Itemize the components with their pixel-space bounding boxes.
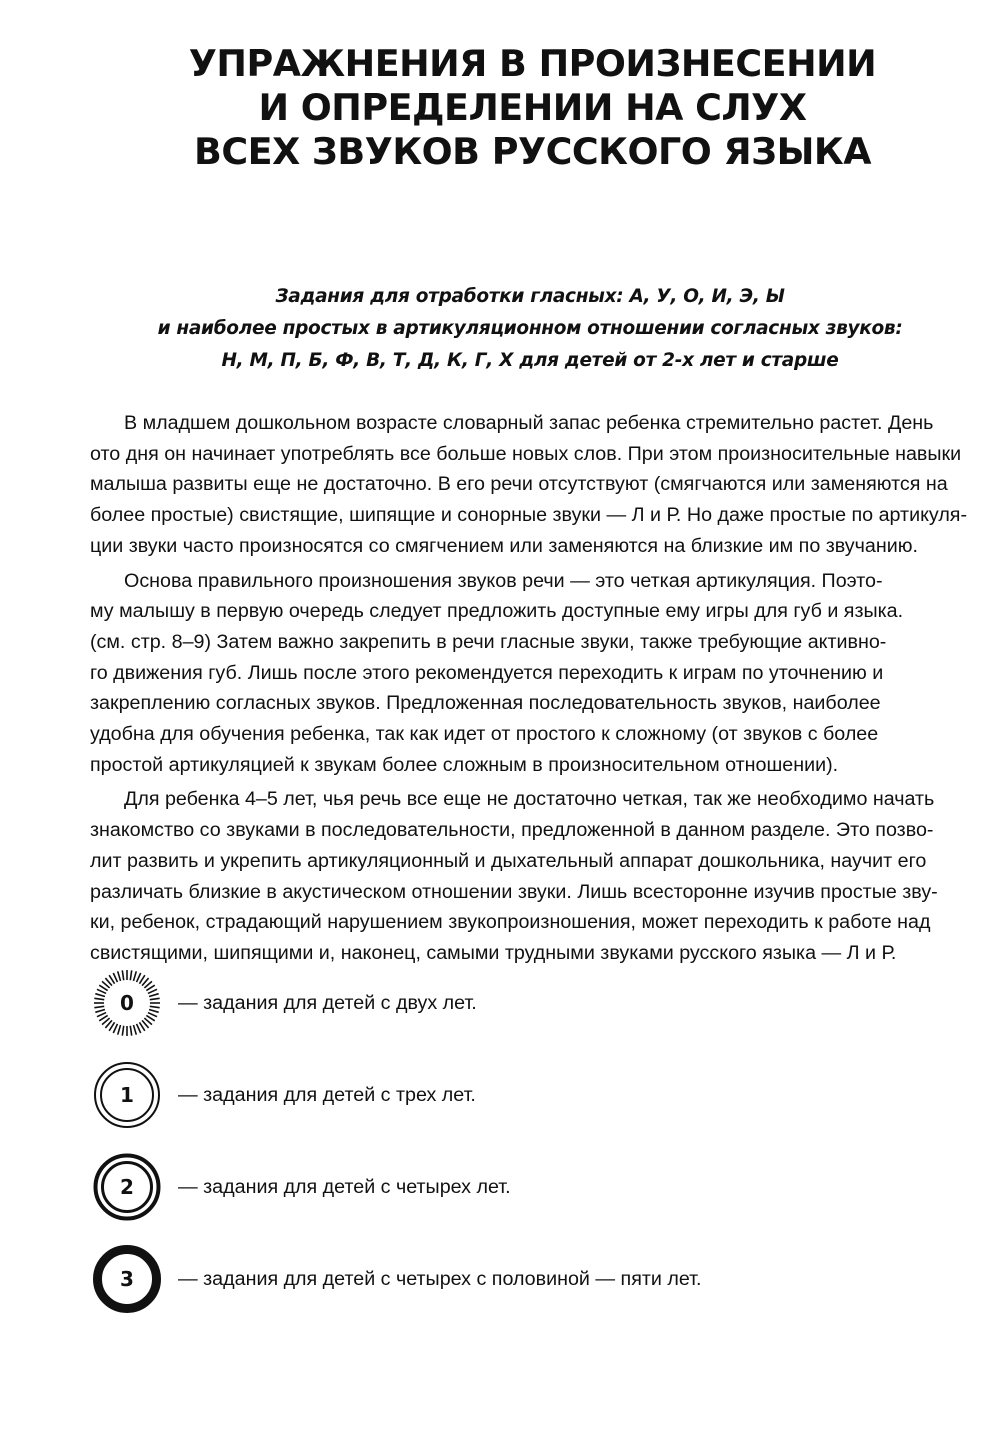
badge-number: 3 <box>120 1267 134 1291</box>
text-line: знакомство со звуками в последовательности, предложенной в данном разделе. Это позво- <box>90 819 934 842</box>
legend-item-age-3 <box>92 1244 792 1318</box>
subtitle-line: Задания для отработки гласных: А, У, О, И, Э, Ы <box>275 286 785 307</box>
legend-item-age-2 <box>92 1152 792 1226</box>
text-line: го движения губ. Лишь после этого рекомендуется переходить к играм по уточнению и <box>90 661 884 684</box>
text-line: му малышу в первую очередь следует предложить доступные ему игры для губ и языка. <box>90 600 904 623</box>
badge-number: 1 <box>120 1083 134 1107</box>
text-line: ции звуки часто произносятся со смягчением или заменяются на близкие им по звучанию. <box>90 534 918 557</box>
text-line: малыша развиты еще не достаточно. В его речи отсутствуют (смягчаются или заменяются на <box>90 473 948 496</box>
sunburst-circle-icon <box>92 968 162 1038</box>
subtitle-line: Н, М, П, Б, Ф, В, Т, Д, К, Г, Х для детей от 2-х лет и старше <box>221 350 839 371</box>
text-line: В младшем дошкольном возрасте словарный запас ребенка стремительно растет. День <box>124 412 934 434</box>
text-line: закреплению согласных звуков. Предложенная последовательность звуков, наиболее <box>90 692 881 715</box>
paragraph-2 <box>90 566 995 781</box>
text-line: простой артикуляцией к звукам более сложным в произносительном отношении). <box>90 753 839 776</box>
text-line: удобна для обучения ребенка, так как идет от простого к сложному (от звуков с более <box>90 723 879 746</box>
badge-number: 0 <box>120 991 134 1015</box>
text-line: (см. стр. 8–9) Затем важно закрепить в речи гласные звуки, также требующие активно- <box>90 630 887 653</box>
title-line: И ОПРЕДЕЛЕНИИ НА СЛУХ <box>258 86 807 129</box>
paragraph-3 <box>90 784 995 968</box>
text-line: лит развить и укрепить артикуляционный и дыхательный аппарат дошкольника, научит его <box>90 849 927 872</box>
text-line: ки, ребенок, страдающий нарушением звукопроизношения, может переходить к работе над <box>90 911 931 934</box>
text-line: Основа правильного произношения звуков речи — это четкая артикуляция. Поэто- <box>124 569 883 592</box>
legend-text: — задания для детей с четырех лет. <box>178 1176 511 1198</box>
legend-text: — задания для детей с четырех с половиной — пяти лет. <box>178 1268 702 1290</box>
section-subtitle <box>90 281 970 377</box>
text-line: более простые) свистящие, шипящие и сонорные звуки — Л и Р. Но даже простые по артикуля- <box>90 504 968 527</box>
body-text <box>90 408 995 969</box>
text-line: Для ребенка 4–5 лет, чья речь все еще не достаточно четкая, так же необходимо начать <box>124 788 935 811</box>
badge-number: 2 <box>120 1175 134 1199</box>
text-line: свистящими, шипящими и, наконец, самыми трудными звуками русского языка — Л и Р. <box>90 941 897 964</box>
text-line: ото дня он начинает употреблять все больше новых слов. При этом произносительные навыки <box>90 442 962 465</box>
page-title <box>60 42 1000 174</box>
thin-double-ring-icon <box>92 1060 162 1130</box>
title-line: ВСЕХ ЗВУКОВ РУССКОГО ЯЗЫКА <box>194 130 871 173</box>
title-line: УПРАЖНЕНИЯ В ПРОИЗНЕСЕНИИ <box>188 42 877 85</box>
medium-double-ring-icon <box>92 1152 162 1222</box>
paragraph-1 <box>90 408 995 562</box>
legend-item-age-0 <box>92 968 792 1042</box>
text-line: различать близкие в акустическом отношении звуки. Лишь всесторонне изучив простые зву- <box>90 880 938 903</box>
legend-text: — задания для детей с двух лет. <box>178 992 477 1014</box>
subtitle-line: и наиболее простых в артикуляционном отношении согласных звуков: <box>157 318 903 339</box>
thick-ring-icon <box>92 1244 162 1314</box>
legend-item-age-1 <box>92 1060 792 1134</box>
legend-text: — задания для детей с трех лет. <box>178 1084 476 1106</box>
